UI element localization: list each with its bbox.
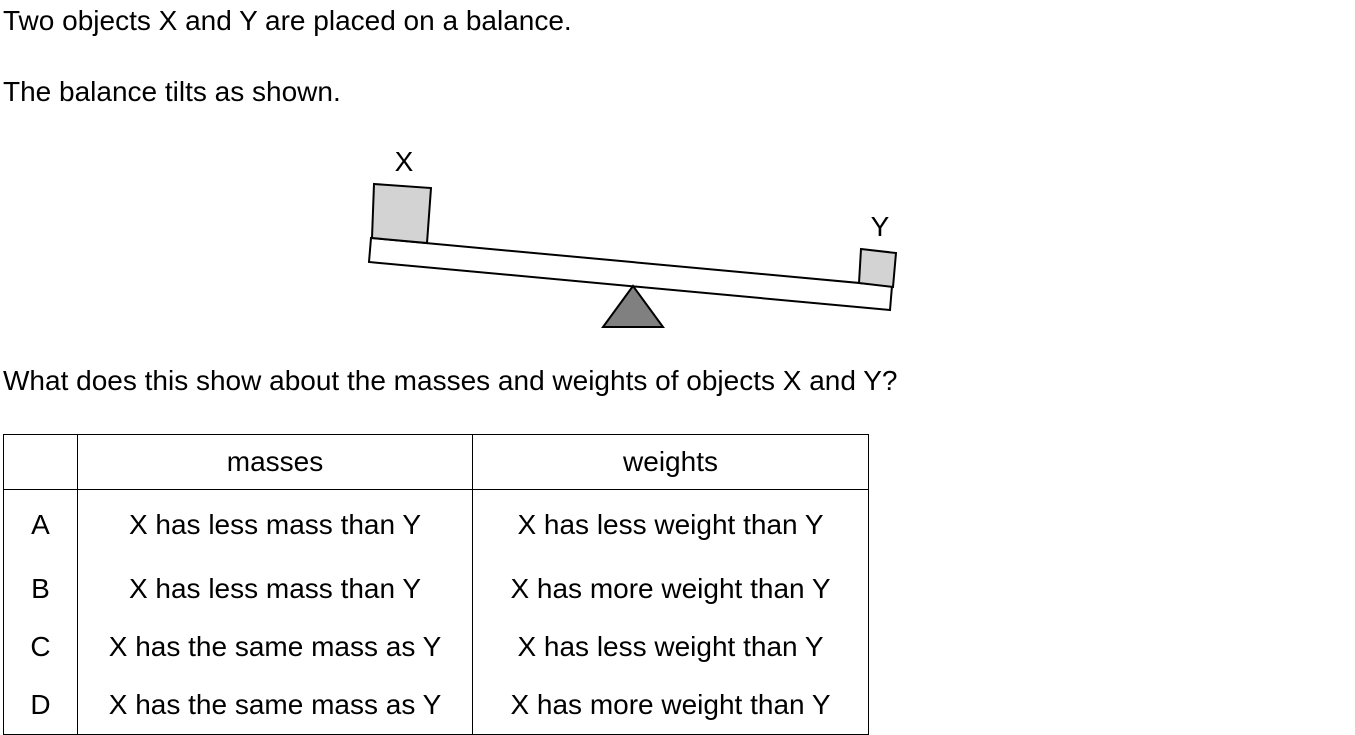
- option-mass: X has the same mass as Y: [78, 618, 473, 676]
- answer-table: [3, 434, 869, 735]
- option-weight: X has more weight than Y: [473, 676, 869, 735]
- option-mass: X has less mass than Y: [78, 560, 473, 618]
- table-header-row: [4, 435, 869, 490]
- option-mass: X has less mass than Y: [78, 490, 473, 561]
- option-mass: X has the same mass as Y: [78, 676, 473, 735]
- question-prompt: What does this show about the masses and weights of objects X and Y?: [3, 365, 898, 396]
- question-intro: Two objects X and Y are placed on a balance.: [3, 5, 572, 36]
- option-weight: X has less weight than Y: [473, 618, 869, 676]
- header-weights: weights: [473, 435, 869, 490]
- option-weight: X has more weight than Y: [473, 560, 869, 618]
- header-key: [4, 435, 78, 490]
- table-row: [4, 490, 869, 561]
- object-x-block: [372, 184, 431, 243]
- balance-pivot: [603, 286, 663, 327]
- question-tilt-statement: The balance tilts as shown.: [3, 76, 341, 107]
- table-row: [4, 618, 869, 676]
- header-masses: masses: [78, 435, 473, 490]
- label-y: Y: [870, 211, 890, 242]
- option-key: C: [4, 618, 78, 676]
- option-key: A: [4, 490, 78, 561]
- option-weight: X has less weight than Y: [473, 490, 869, 561]
- balance-diagram: [0, 0, 1355, 340]
- label-x: X: [394, 146, 414, 177]
- table-row: [4, 560, 869, 618]
- option-key: D: [4, 676, 78, 735]
- table-row: [4, 676, 869, 735]
- object-y-block: [859, 249, 896, 287]
- option-key: B: [4, 560, 78, 618]
